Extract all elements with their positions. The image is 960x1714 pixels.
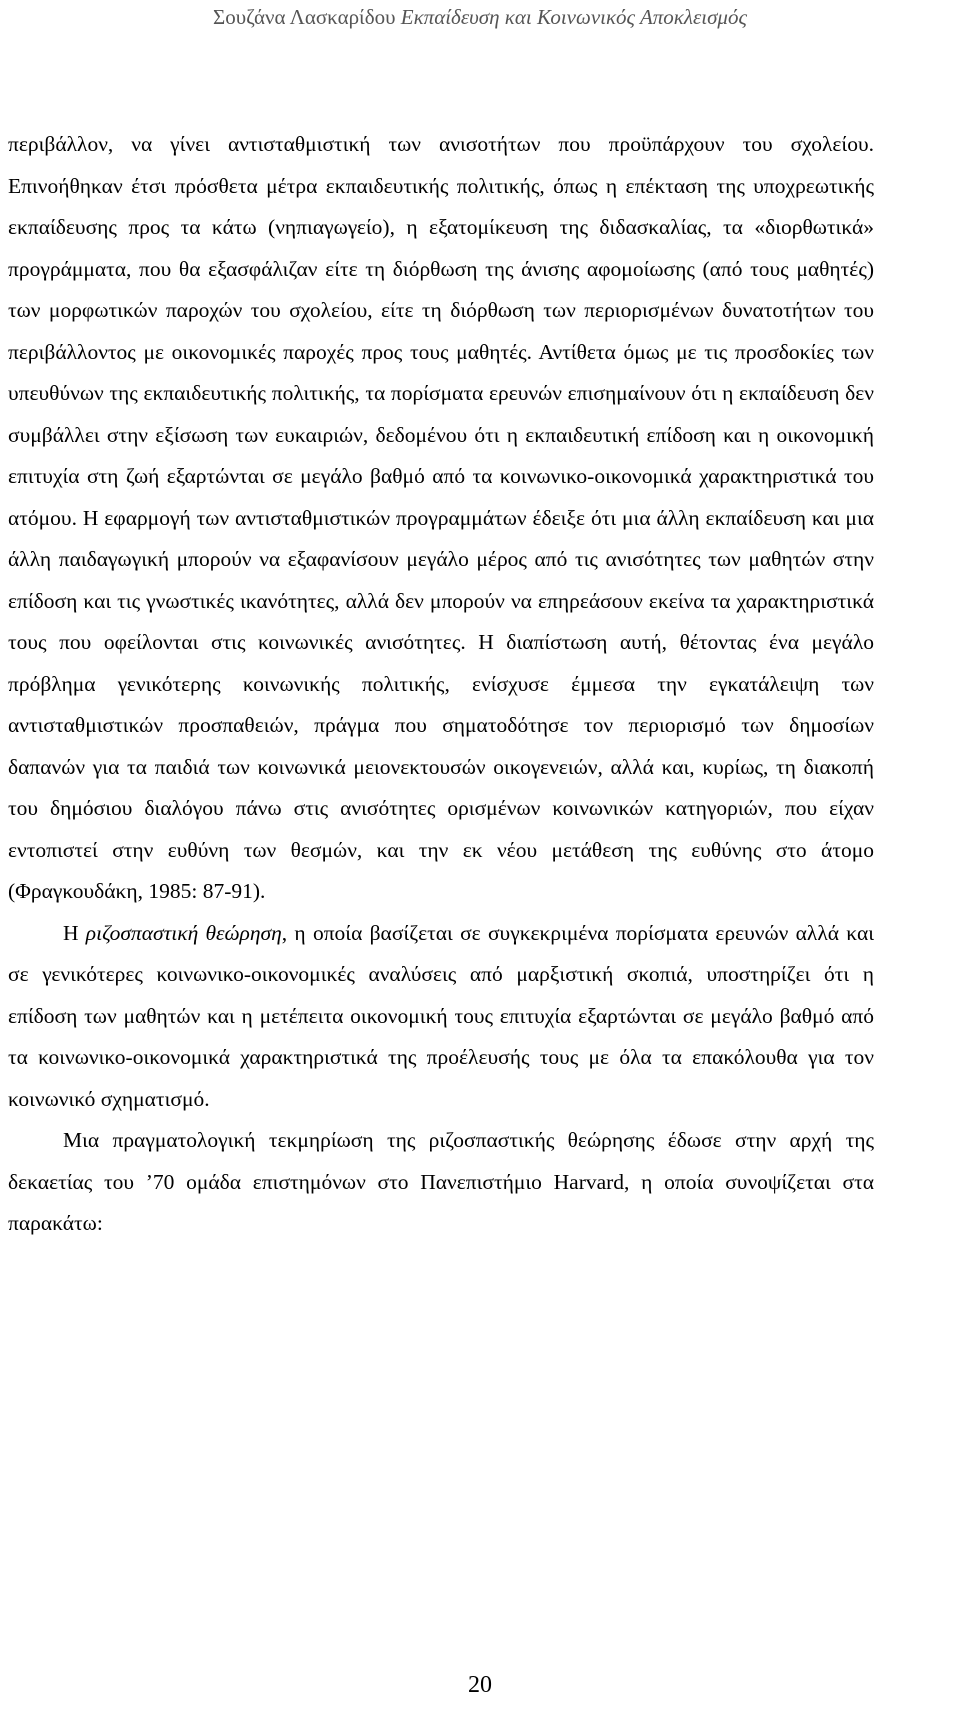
paragraph-2-emphasis: ριζοσπαστική θεώρηση (85, 920, 282, 945)
running-header (0, 4, 960, 30)
paragraph-3: Μια πραγματολογική τεκμηρίωση της ριζοσπαστικής θεώρησης έδωσε στην αρχή της δεκαετίας του ’70 ομάδα επιστημόνων στο Πανεπιστήμιο Harvard, η οποία συνοψίζεται στα παρακάτω: (8, 1128, 874, 1235)
paragraph-2-text: , η οποία βασίζεται σε συγκεκριμένα πορίσματα ερευνών αλλά και σε γενικότερες κοινωνικο-οικονομικές αναλύσεις από μαρξιστική σκοπιά, υποστηρίζει ότι η επίδοση των μαθητών και η μετέπειτα οικονομική τους επιτυχία εξαρτώνται σε μεγάλο βαθμό από τα κοινωνικο-οικονομικά χαρακτηριστικά της προέλευσής τους με όλα τα επακόλουθα για τον κοινωνικό σχηματισμό. (8, 920, 874, 1111)
paragraph-2-lead: Η (63, 920, 86, 945)
document-body (8, 124, 874, 1245)
page-number: 20 (468, 1672, 492, 1698)
header-author: Σουζάνα Λασκαρίδου (212, 5, 396, 29)
paragraph-1: περιβάλλον, να γίνει αντισταθμιστική των ανισοτήτων που προϋπάρχουν του σχολείου. Επινοήθηκαν έτσι πρόσθετα μέτρα εκπαιδευτικής πολιτικής, όπως η επέκταση της υποχρεωτικής εκπαίδευσης προς τα κάτω (νηπιαγωγείο), η εξατομίκευση της διδασκαλίας, τα «διορθωτικά» προγράμματα, που θα εξασφάλιζαν είτε τη διόρθωση της άνισης αφομοίωσης (από τους μαθητές) των μορφωτικών παροχών του σχολείου, είτε τη διόρθωση των περιορισμένων δυνατοτήτων του περιβάλλοντος με οικονομικές παροχές προς τους μαθητές. Αντίθετα όμως με τις προσδοκίες των υπευθύνων της εκπαιδευτικής πολιτικής, τα πορίσματα ερευνών επισημαίνουν ότι η εκπαίδευση δεν συμβάλλει στην εξίσωση των ευκαιριών, δεδομένου ότι η εκπαιδευτική επίδοση και η οικονομική επιτυχία στη ζωή εξαρτώνται σε μεγάλο βαθμό από τα κοινωνικο-οικονομικά χαρακτηριστικά του ατόμου. Η εφαρμογή των αντισταθμιστικών προγραμμάτων έδειξε ότι μια άλλη εκπαίδευση και μια άλλη παιδαγωγική μπορούν να εξαφανίσουν μεγάλο μέρος από τις ανισότητες των μαθητών στην επίδοση και τις γνωστικές ικανότητες, αλλά δεν μπορούν να επηρεάσουν εκείνα τα χαρακτηριστικά τους που οφείλονται στις κοινωνικές ανισότητες. Η διαπίστωση αυτή, θέτοντας ένα μεγάλο πρόβλημα γενικότερης κοινωνικής πολιτικής, ενίσχυσε έμμεσα την εγκατάλειψη των αντισταθμιστικών προσπαθειών, πράγμα που σηματοδότησε τον περιορισμό των δημοσίων δαπανών για τα παιδιά των κοινωνικά μειονεκτουσών οικογενειών, αλλά και, κυρίως, τη διακοπή του δημόσιου διαλόγου πάνω στις ανισότητες ορισμένων κοινωνικών κατηγοριών, που είχαν εντοπιστεί στην ευθύνη των θεσμών, και την εκ νέου μετάθεση της ευθύνης στο άτομο (Φραγκουδάκη, 1985: 87-91). (8, 132, 874, 903)
header-title: Εκπαίδευση και Κοινωνικός Αποκλεισμός (400, 5, 747, 29)
paragraph-2 (8, 913, 874, 1121)
